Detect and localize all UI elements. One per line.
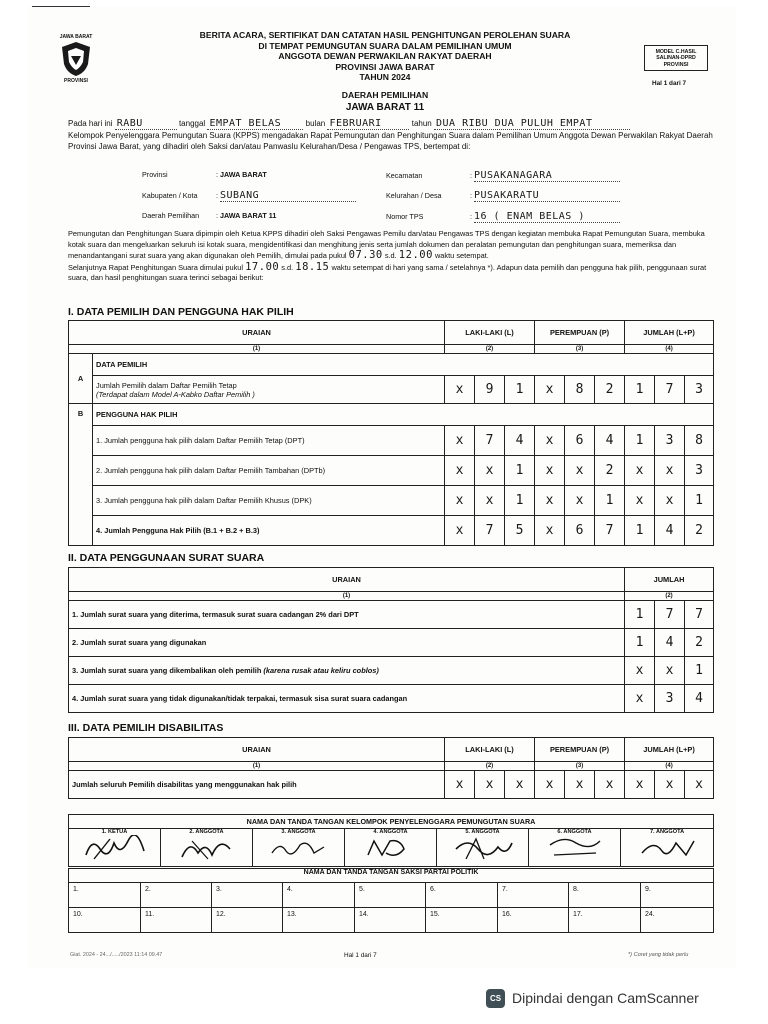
digit-cell: 1 [625, 376, 655, 404]
section-3-title: III. DATA PEMILIH DISABILITAS [68, 722, 224, 734]
digit-cell: 1 [505, 486, 535, 516]
digit-cell: 4 [655, 516, 685, 546]
signature-anggota-3: 3. ANGGOTA [253, 829, 345, 867]
digit-cell: 5 [505, 516, 535, 546]
digit-cell: x [535, 771, 565, 799]
digit-cell: 1 [625, 516, 655, 546]
table-cell: (2) [625, 592, 714, 601]
start-time: 07.30 [348, 249, 383, 262]
bulan-value: FEBRUARI [329, 118, 382, 129]
digit-cell: x [475, 456, 505, 486]
count-start-time: 17.00 [245, 260, 280, 273]
table-cell: 11. [141, 908, 212, 933]
digit-cell: x [565, 456, 595, 486]
table-cell: (1) [69, 592, 625, 601]
signature-mark [264, 835, 334, 861]
title-line-2: DI TEMPAT PEMUNGUTAN SUARA DALAM PEMILIHAN UMUM [258, 40, 512, 51]
table-cell: 5. [355, 883, 426, 908]
table-data-pemilih [68, 320, 714, 546]
table-cell: (1) [69, 345, 445, 354]
tahun-value: DUA RIBU DUA PULUH EMPAT [435, 118, 593, 129]
table-cell: 13. [283, 908, 355, 933]
table-cell: A [69, 354, 93, 404]
digit-cell: x [445, 771, 475, 799]
table-cell: 15. [426, 908, 498, 933]
digit-cell: 3 [685, 456, 714, 486]
signature-mark [632, 835, 702, 861]
table-row [69, 771, 714, 799]
table-cell: 12. [212, 908, 283, 933]
column-header: URAIAN [69, 738, 445, 762]
table-cell: (2) [445, 762, 535, 771]
title-line-3: ANGGOTA DEWAN PERWAKILAN RAKYAT DAERAH [278, 51, 492, 62]
digit-cell: x [565, 771, 595, 799]
table-cell: 3. [212, 883, 283, 908]
digit-cell: 4 [655, 629, 685, 657]
title-line-4: PROVINSI JAWA BARAT [335, 61, 435, 72]
table-row [69, 426, 714, 456]
table-cell: (2) [445, 345, 535, 354]
table-cell: B [69, 404, 93, 546]
kelurahan-field: Kelurahan / Desa : PUSAKARATU [386, 190, 620, 202]
dpt-label: Jumlah Pemilih dalam Daftar Pemilih Tetap (Terdapat dalam Model A-Kabko Daftar Pemilih ) [93, 376, 445, 404]
garuda-shield-icon [59, 40, 93, 78]
digit-cell: x [655, 486, 685, 516]
procedure-paragraph: Pemungutan dan Penghitungan Suara dipimpin oleh Ketua KPPS dihadiri oleh Saksi Pengawas Pemilu dan/atau Pengawas TPS dengan kegiatan membuka Rapat Pemungutan Suara, membuka kotak suara dan mengeluarkan seluruh isi kotak suara, mengidentifikasi dan menghitung jenis serta jumlah dokumen dan peralatan pemungutan dan penghitungan suara, memeriksa dan menandantangani surat suara yang akan digunakan oleh Pemilih, dimulai pada pukul 07.30 s.d. 12.00 waktu setempat. Selanjutnya Rapat Penghitungan Suara dimulai pukul 17.00 s.d. 18.15 waktu setempat di hari yang sama / setelahnya *). Adapun data pemilih dan pengguna hak pilih, penggunaan surat suara, dan hasil penghitungan suara terinci sebagai berikut: [68, 229, 707, 283]
digit-cell: x [565, 486, 595, 516]
signature-mark [540, 835, 610, 861]
digit-cell: 6 [565, 426, 595, 456]
tps-field: Nomor TPS : 16 ( ENAM BELAS ) [386, 211, 620, 223]
digit-cell: 1 [685, 486, 714, 516]
digit-cell: x [625, 657, 655, 685]
digit-cell: 3 [685, 376, 714, 404]
table-row [69, 456, 714, 486]
table-row [69, 657, 714, 685]
digit-cell: 2 [685, 516, 714, 546]
provinsi-field: Provinsi : JAWA BARAT [142, 170, 267, 179]
digit-cell: 7 [475, 516, 505, 546]
digit-cell: 1 [685, 657, 714, 685]
table-cell: (3) [535, 345, 625, 354]
column-header: URAIAN [69, 568, 625, 592]
column-header: JUMLAH (L+P) [625, 321, 714, 345]
table-cell: (4) [625, 762, 714, 771]
model-badge: MODEL C.HASIL SALINAN-DPRD PROVINSI [644, 45, 708, 71]
title-line-5: TAHUN 2024 [359, 72, 411, 83]
dapil-label: DAERAH PEMILIHAN [341, 89, 429, 100]
dapil-value: JAWA BARAT 11 [345, 101, 425, 113]
column-header: LAKI-LAKI (L) [445, 738, 535, 762]
intro-text: Pada hari ini RABU tanggal EMPAT BELAS bulan FEBRUARI tahun DUA RIBU DUA PULUH EMPAT Kelompok Penyelenggara Pemungutan Suara (KPPS) mengadakan Rapat Pemungutan dan Penghitungan Suara dalam Pemilihan Umum Anggota Dewan Perwakilan Rakyat Daerah Provinsi Jawa Barat, yang dihadiri oleh Saksi dan/atau Panwaslu Kelurahan/Desa / Pengawas TPS, bertempat di: [68, 118, 716, 152]
table-cell: 8. [569, 883, 641, 908]
table-cell: 6. [426, 883, 498, 908]
footer-page-number: Hal 1 dari 7 [344, 952, 377, 959]
dapil-field: Daerah Pemilihan : JAWA BARAT 11 [142, 211, 277, 220]
digit-cell: x [625, 771, 655, 799]
table-disabilitas [68, 737, 714, 799]
digit-cell: 1 [625, 601, 655, 629]
logo-text-bottom: PROVINSI [64, 78, 88, 84]
table-cell: (1) [69, 762, 445, 771]
table-cell: (3) [535, 762, 625, 771]
table-cell: 3. Jumlah pengguna hak pilih dalam Daftar Pemilih Khusus (DPK) [93, 486, 445, 516]
signature-anggota-6: 6. ANGGOTA [529, 829, 621, 867]
kabupaten-field: Kabupaten / Kota : SUBANG [142, 190, 356, 202]
table-cell: 2. [141, 883, 212, 908]
digit-cell: 7 [655, 601, 685, 629]
column-header: LAKI-LAKI (L) [445, 321, 535, 345]
end-time: 12.00 [398, 249, 433, 262]
digit-cell: x [625, 685, 655, 713]
digit-cell: x [535, 456, 565, 486]
digit-cell: 7 [685, 601, 714, 629]
digit-cell: x [445, 426, 475, 456]
table-surat-suara [68, 567, 714, 713]
table-cell: 1. Jumlah surat suara yang diterima, termasuk surat suara cadangan 2% dari DPT [69, 601, 625, 629]
kpu-logo [50, 34, 102, 90]
table-cell: 16. [498, 908, 569, 933]
saksi-signature-title: NAMA DAN TANDA TANGAN SAKSI PARTAI POLITIK [69, 869, 714, 883]
table-cell: 24. [641, 908, 714, 933]
table-cell: 1. [69, 883, 141, 908]
table-cell: 2. Jumlah pengguna hak pilih dalam Daftar Pemilih Tambahan (DPTb) [93, 456, 445, 486]
column-header: URAIAN [69, 321, 445, 345]
table-cell: 10. [69, 908, 141, 933]
digit-cell: 1 [505, 456, 535, 486]
section-2-title: II. DATA PENGGUNAAN SURAT SUARA [68, 552, 265, 564]
table-row [69, 516, 714, 546]
digit-cell: 9 [475, 376, 505, 404]
table-cell: 7. [498, 883, 569, 908]
digit-cell: 4 [505, 426, 535, 456]
table-tanda-tangan-kpps [68, 814, 714, 867]
camscanner-text: Dipindai dengan CamScanner [512, 990, 699, 1006]
signature-anggota-4: 4. ANGGOTA [345, 829, 437, 867]
digit-cell: 4 [595, 426, 625, 456]
table-cell: 14. [355, 908, 426, 933]
table-saksi-partai [68, 868, 714, 933]
signature-mark [356, 835, 426, 861]
table-row [69, 486, 714, 516]
digit-cell: x [625, 486, 655, 516]
table-row [69, 629, 714, 657]
table-cell: 3. Jumlah surat suara yang dikembalikan oleh pemilih (karena rusak atau keliru coblos) [69, 657, 625, 685]
digit-cell: x [685, 771, 714, 799]
digit-cell: x [445, 376, 475, 404]
digit-cell: 1 [595, 486, 625, 516]
digit-cell: 7 [655, 376, 685, 404]
signature-mark [80, 835, 150, 861]
digit-cell: x [535, 516, 565, 546]
signature-ketua: 1. KETUA [69, 829, 161, 867]
digit-cell: x [625, 456, 655, 486]
kecamatan-field: Kecamatan : PUSAKANAGARA [386, 170, 620, 182]
signature-anggota-5: 5. ANGGOTA [437, 829, 529, 867]
digit-cell: 1 [625, 629, 655, 657]
digit-cell: 3 [655, 685, 685, 713]
digit-cell: x [445, 456, 475, 486]
signature-anggota-7: 7. ANGGOTA [621, 829, 714, 867]
digit-cell: x [445, 516, 475, 546]
signature-anggota-2: 2. ANGGOTA [161, 829, 253, 867]
table-cell: 2. Jumlah surat suara yang digunakan [69, 629, 625, 657]
column-header: JUMLAH (L+P) [625, 738, 714, 762]
digit-cell: 1 [625, 426, 655, 456]
digit-cell: 2 [595, 456, 625, 486]
digit-cell: x [535, 376, 565, 404]
page-number: Hal 1 dari 7 [652, 80, 687, 87]
intro-paragraph: Kelompok Penyelenggara Pemungutan Suara (KPPS) mengadakan Rapat Pemungutan dan Penghitungan Suara dalam Pemilihan Umum Anggota Dewan Perwakilan Rakyat Daerah Provinsi Jawa Barat, yang dihadiri oleh Saksi dan/atau Panwaslu Kelurahan/Desa / Pengawas TPS, bertempat di: [68, 131, 713, 151]
digit-cell: 3 [655, 426, 685, 456]
table-cell: Jumlah seluruh Pemilih disabilitas yang menggunakan hak pilih [69, 771, 445, 799]
digit-cell: 7 [475, 426, 505, 456]
column-header: PEREMPUAN (P) [535, 738, 625, 762]
digit-cell: 7 [595, 516, 625, 546]
table-cell: 9. [641, 883, 714, 908]
footer-print-info: Giat. 2024 - 24.../...../2023 11:14 09.47 [70, 952, 163, 958]
digit-cell: 6 [565, 516, 595, 546]
footer-note: *) Coret yang tidak perlu [628, 952, 689, 958]
digit-cell: x [595, 771, 625, 799]
camscanner-watermark [486, 988, 699, 1008]
section-1-title: I. DATA PEMILIH DAN PENGGUNA HAK PILIH [68, 306, 294, 318]
digit-cell: 2 [685, 629, 714, 657]
digit-cell: 8 [685, 426, 714, 456]
digit-cell: x [475, 486, 505, 516]
digit-cell: 8 [565, 376, 595, 404]
data-pemilih-heading: DATA PEMILIH [93, 354, 714, 376]
digit-cell: x [655, 771, 685, 799]
digit-cell: x [655, 456, 685, 486]
column-header: PEREMPUAN (P) [535, 321, 625, 345]
document-title [150, 30, 620, 114]
digit-cell: x [535, 426, 565, 456]
table-cell: 17. [569, 908, 641, 933]
table-row [69, 601, 714, 629]
digit-cell: 2 [595, 376, 625, 404]
logo-text-top: JAWA BARAT [59, 34, 93, 40]
table-cell: 4. Jumlah Pengguna Hak Pilih (B.1 + B.2 + B.3) [93, 516, 445, 546]
title-line-1: BERITA ACARA, SERTIFIKAT DAN CATATAN HASIL PENGHITUNGAN PEROLEHAN SUARA [199, 30, 571, 40]
kpps-signature-title: NAMA DAN TANDA TANGAN KELOMPOK PENYELENGGARA PEMUNGUTAN SUARA [69, 815, 714, 829]
count-end-time: 18.15 [295, 260, 330, 273]
digit-cell: 4 [685, 685, 714, 713]
table-cell: (4) [625, 345, 714, 354]
digit-cell: x [655, 657, 685, 685]
table-row [69, 685, 714, 713]
pengguna-hak-pilih-heading: PENGGUNA HAK PILIH [93, 404, 714, 426]
table-cell: 4. [283, 883, 355, 908]
table-cell: 1. Jumlah pengguna hak pilih dalam Daftar Pemilih Tetap (DPT) [93, 426, 445, 456]
table-row [69, 376, 714, 404]
column-header: JUMLAH [625, 568, 714, 592]
digit-cell: x [505, 771, 535, 799]
digit-cell: x [445, 486, 475, 516]
digit-cell: 1 [505, 376, 535, 404]
hari-value: RABU [116, 118, 143, 129]
scan-mark [32, 6, 90, 7]
signature-mark [172, 835, 242, 861]
signature-mark [448, 835, 518, 861]
camscanner-icon: CS [486, 989, 505, 1008]
digit-cell: x [475, 771, 505, 799]
tanggal-value: EMPAT BELAS [209, 118, 282, 129]
digit-cell: x [535, 486, 565, 516]
table-cell: 4. Jumlah surat suara yang tidak digunakan/tidak terpakai, termasuk sisa surat suara cadangan [69, 685, 625, 713]
